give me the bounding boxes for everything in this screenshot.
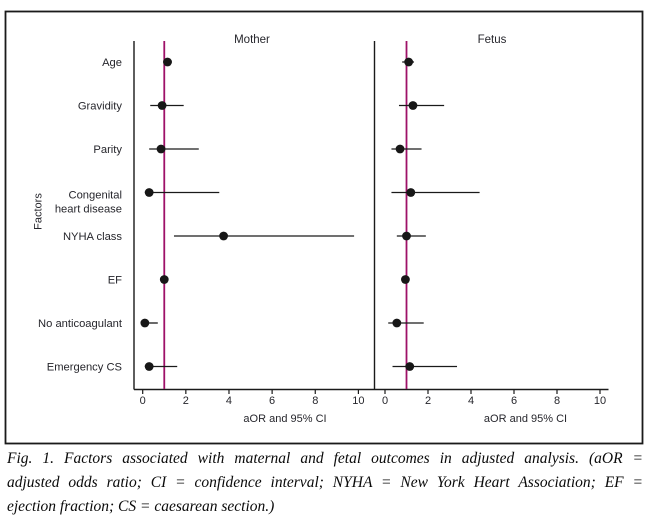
aor-point [406, 188, 415, 197]
factor-label: EF [107, 274, 122, 287]
aor-point [396, 145, 405, 154]
aor-point [402, 232, 411, 241]
x-tick-label: 6 [510, 395, 518, 407]
x-tick-label: 0 [139, 395, 146, 407]
aor-point [392, 319, 401, 328]
aor-point [145, 362, 154, 371]
x-tick-label: 2 [424, 395, 432, 407]
caption-line-1: Fig. 1. Factors associated with maternal and fetal outcomes in adjusted analysis. (aOR = [7, 450, 643, 467]
caption-line-3: ejection fraction; CS = caesarean section.) [7, 498, 275, 515]
aor-point [160, 275, 169, 284]
factor-label: heart disease [54, 203, 122, 216]
aor-point [163, 58, 172, 67]
aor-point [158, 101, 167, 110]
x-tick-label: 6 [269, 395, 276, 407]
factor-label: Age [102, 57, 122, 69]
x-tick-label: 8 [312, 395, 319, 407]
x-tick-label: 0 [381, 395, 389, 407]
x-axis-title: aOR and 95% CI [483, 413, 568, 425]
aor-point [157, 145, 166, 154]
x-tick-label: 4 [467, 395, 475, 407]
factor-label: NYHA class [62, 231, 122, 243]
x-tick-label: 10 [593, 395, 607, 407]
aor-point [145, 188, 154, 197]
factor-label: Emergency CS [46, 361, 122, 374]
factor-label: Parity [93, 144, 122, 156]
figure-caption [7, 447, 643, 519]
factor-label: No anticoagulant [38, 318, 122, 330]
factor-label: Congenital [68, 189, 122, 202]
factor-label: Gravidity [77, 100, 122, 113]
x-tick-label: 4 [225, 395, 233, 407]
aor-point [401, 275, 410, 284]
x-axis-title: aOR and 95% CI [243, 413, 327, 425]
aor-point [405, 362, 414, 371]
aor-point [140, 319, 149, 328]
panel-title: Mother [234, 34, 270, 46]
caption-line-2: adjusted odds ratio; CI = confidence interval; NYHA = New York Heart Association; EF = [7, 474, 643, 491]
x-tick-label: 10 [352, 395, 365, 407]
x-tick-label: 2 [182, 395, 189, 407]
y-axis-title: Factors [32, 193, 45, 230]
aor-point [404, 58, 413, 67]
aor-point [409, 101, 418, 110]
panel-title: Fetus [477, 34, 507, 46]
x-tick-label: 8 [553, 395, 561, 407]
aor-point [219, 232, 228, 241]
figure-border [6, 12, 643, 444]
